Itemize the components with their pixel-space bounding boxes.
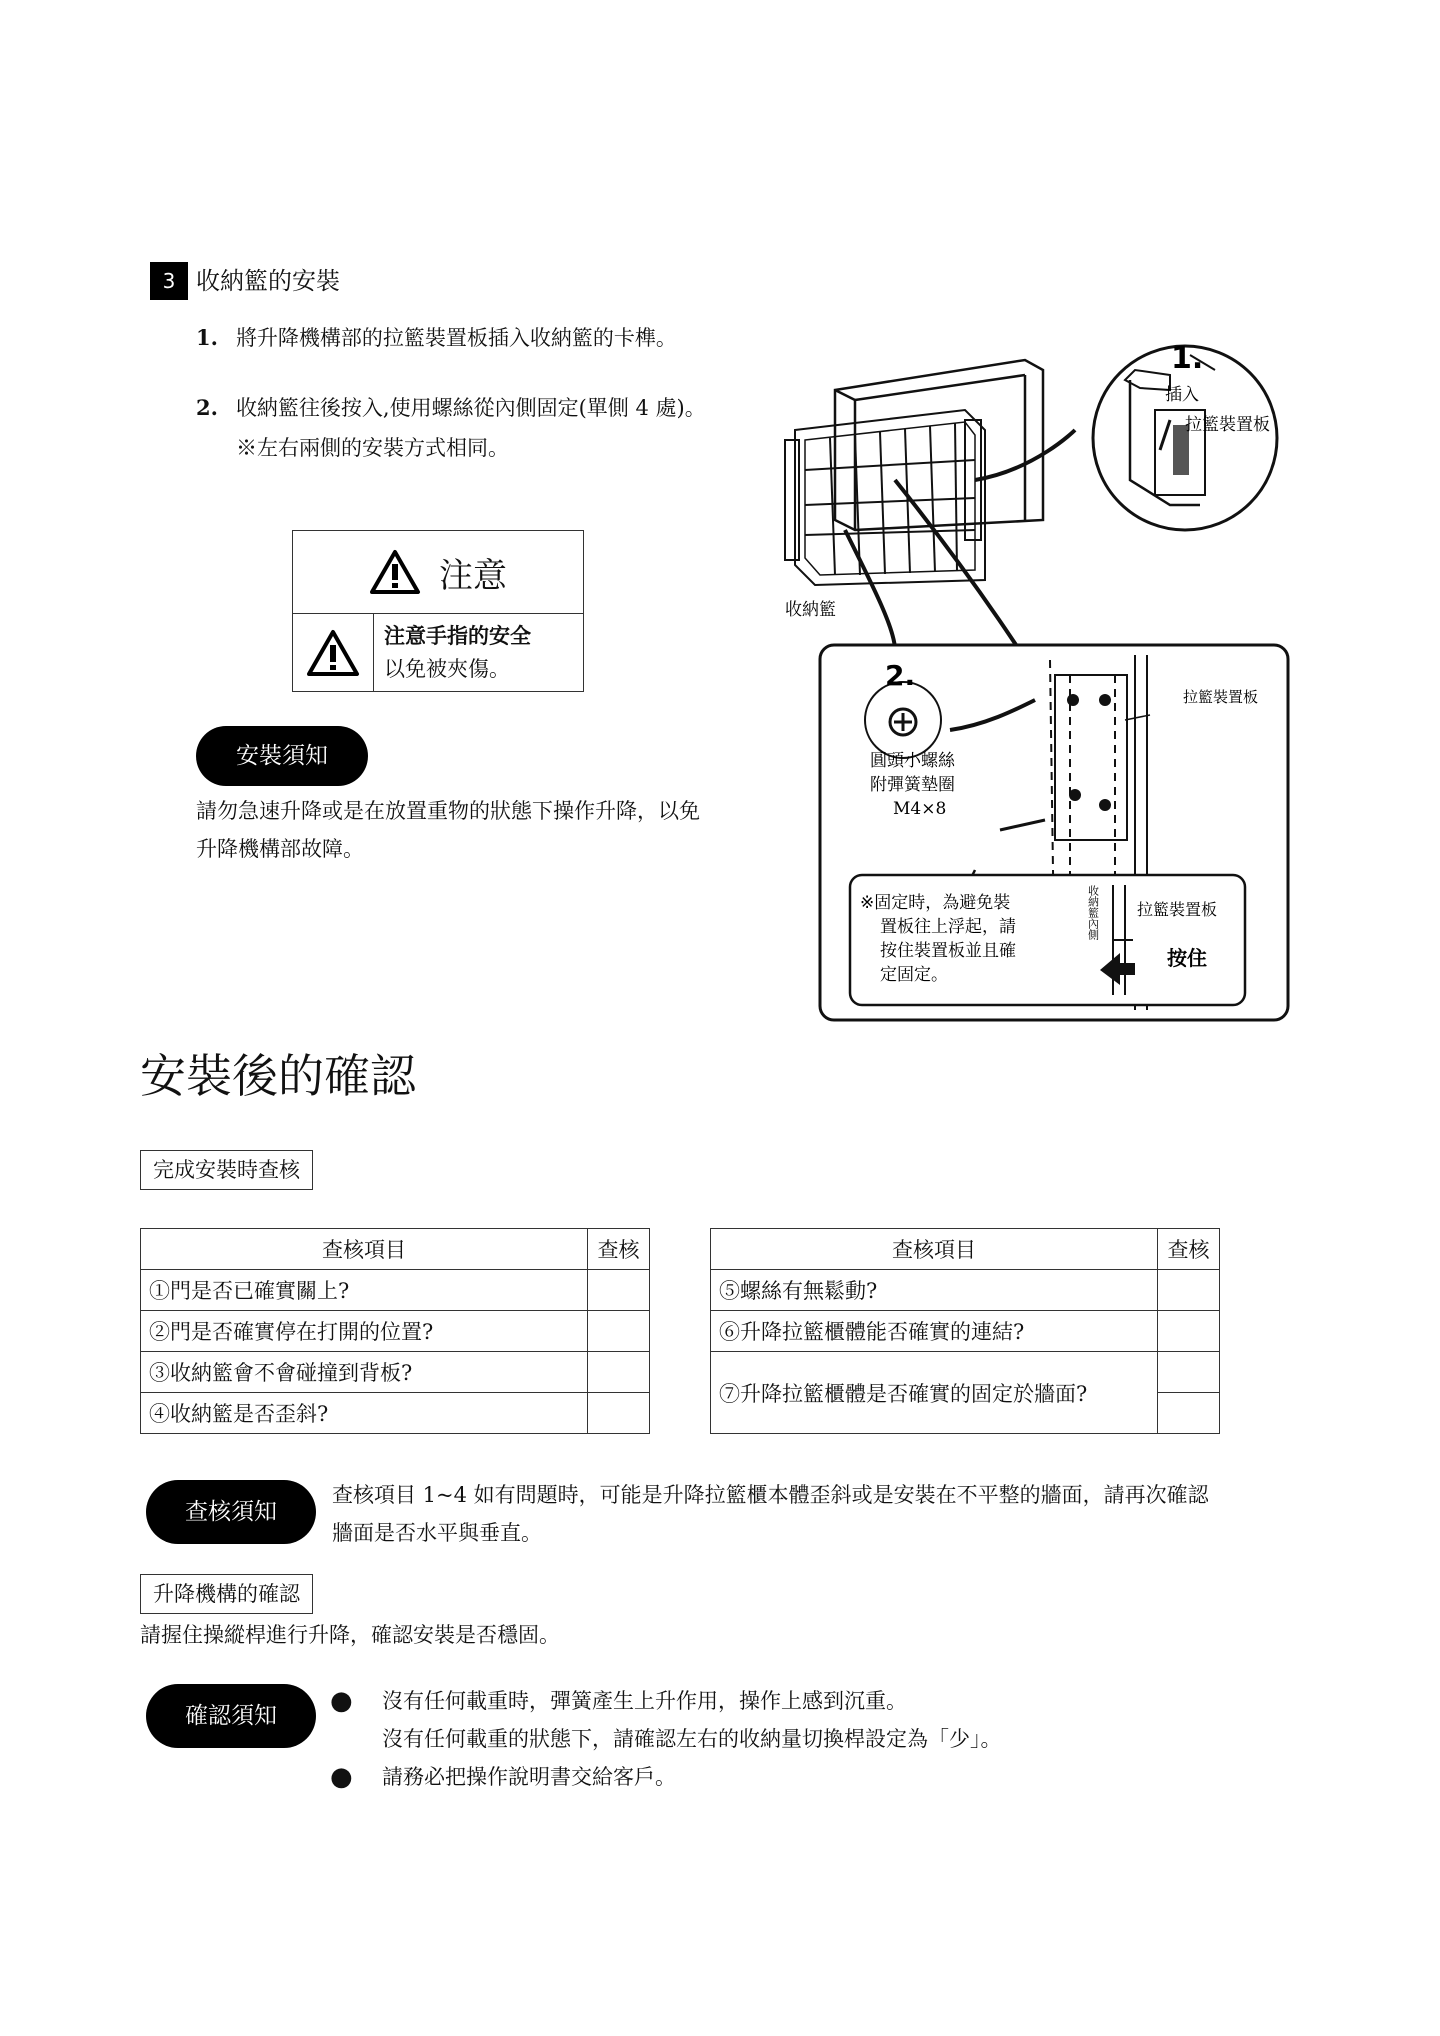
check-item-4: ④收納籃是否歪斜? [141, 1393, 588, 1434]
fig-screw-line-2: 附彈簧墊圈 [870, 775, 955, 795]
install-notice-text-1: 請勿急速升降或是在放置重物的狀態下操作升降，以免 [196, 799, 700, 823]
table-row [141, 1352, 650, 1393]
check-notice-badge: 查核須知 [146, 1480, 316, 1544]
fig-screw-line-3: M4×8 [893, 799, 947, 819]
check-item-7: ⑦升降拉籃櫃體是否確實的固定於牆面? [711, 1352, 1158, 1434]
fig-press-label: 按住 [1167, 946, 1207, 970]
step-2-text: 收納籃往後按入,使用螺絲從內側固定(單側 4 處)。 [235, 396, 706, 420]
table-header-item: 查核項目 [141, 1229, 588, 1270]
check-cell[interactable] [1158, 1311, 1220, 1352]
warning-icon [306, 629, 360, 677]
install-notice-badge: 安裝須知 [196, 726, 368, 786]
lift-check-text: 請握住操縱桿進行升降，確認安裝是否穩固。 [140, 1623, 560, 1647]
caution-title: 注意 [439, 555, 507, 596]
fig-note-line-2: 置板往上浮起，請 [880, 917, 1016, 937]
check-cell[interactable] [1158, 1393, 1220, 1434]
bullet-dot: ● [330, 1686, 353, 1716]
step-1-number: 1. [196, 325, 218, 350]
cabinet-drawing [835, 360, 1043, 530]
check-cell[interactable] [1158, 1270, 1220, 1311]
confirm-bullet-1-line-1: 沒有任何載重時，彈簧產生上升作用，操作上感到沉重。 [382, 1689, 907, 1713]
caution-header [293, 531, 583, 614]
check-item-1: ①門是否已確實關上? [141, 1270, 588, 1311]
installation-diagram [775, 330, 1295, 1030]
confirm-bullet-2: 請務必把操作說明書交給客戶。 [382, 1765, 676, 1789]
table-header-check: 查核 [1158, 1229, 1220, 1270]
complete-check-label: 完成安裝時查核 [140, 1150, 313, 1190]
table-row [711, 1311, 1220, 1352]
fig-plate-label-2: 拉籃裝置板 [1183, 688, 1259, 706]
table-row [711, 1352, 1220, 1393]
fig-inner-side-label: 收納籃內側 [1086, 885, 1100, 940]
check-cell[interactable] [1158, 1352, 1220, 1393]
check-item-6: ⑥升降拉籃櫃體能否確實的連結? [711, 1311, 1158, 1352]
table-row [141, 1270, 650, 1311]
table-row [141, 1393, 650, 1434]
lift-check-label: 升降機構的確認 [140, 1574, 313, 1614]
caution-box [292, 530, 584, 692]
warning-icon [369, 549, 421, 595]
confirm-bullet-1-line-2: 沒有任何載重的狀態下，請確認左右的收納量切換桿設定為「少」。 [382, 1727, 1002, 1751]
fig-note-line-4: 定固定。 [880, 965, 948, 985]
step-2-number: 2. [196, 395, 218, 420]
checklist-table-left [140, 1228, 650, 1434]
step-1 [196, 318, 677, 358]
fig-step2-num: 2. [885, 659, 916, 692]
check-item-2: ②門是否確實停在打開的位置? [141, 1311, 588, 1352]
caution-line-2: 以免被夾傷。 [384, 657, 510, 681]
bullet-dot: ● [330, 1762, 353, 1792]
fig-insert-label: 插入 [1165, 385, 1199, 405]
fig-step1-num: 1. [1171, 341, 1204, 376]
check-cell[interactable] [588, 1352, 650, 1393]
fig-note-line-1: ※固定時，為避免裝 [860, 893, 1011, 913]
check-notice-text-2: 牆面是否水平與垂直。 [332, 1521, 542, 1545]
table-row [711, 1270, 1220, 1311]
fig-basket-label: 收納籃 [785, 600, 836, 620]
table-header-item: 查核項目 [711, 1229, 1158, 1270]
table-row [141, 1311, 650, 1352]
section-number: 3 [150, 262, 188, 300]
step-2-sub: ※左右兩側的安裝方式相同。 [236, 436, 509, 460]
check-item-3: ③收納籃會不會碰撞到背板? [141, 1352, 588, 1393]
page-heading: 安裝後的確認 [140, 1049, 416, 1103]
confirm-notice-badge: 確認須知 [146, 1684, 316, 1748]
checklist-table-right [710, 1228, 1220, 1434]
leader-line [845, 530, 895, 650]
section-title: 收納籃的安裝 [196, 267, 340, 295]
fig-note-line-3: 按住裝置板並且確 [880, 941, 1016, 961]
table-header-check: 查核 [588, 1229, 650, 1270]
check-item-5: ⑤螺絲有無鬆動? [711, 1270, 1158, 1311]
caution-line-1: 注意手指的安全 [384, 624, 531, 648]
fig-screw-line-1: 圓頭小螺絲 [870, 751, 955, 771]
check-cell[interactable] [588, 1270, 650, 1311]
step-2 [196, 388, 706, 428]
install-notice-text-2: 升降機構部故障。 [196, 837, 364, 861]
check-cell[interactable] [588, 1393, 650, 1434]
check-cell[interactable] [588, 1311, 650, 1352]
check-notice-text-1: 查核項目 1~4 如有問題時，可能是升降拉籃櫃本體歪斜或是安裝在不平整的牆面，請再次確認 [332, 1483, 1209, 1507]
fig-plate-label-3: 拉籃裝置板 [1137, 900, 1218, 919]
step-1-text: 將升降機構部的拉籃裝置板插入收納籃的卡榫。 [235, 326, 677, 350]
fig-plate-label-1: 拉籃裝置板 [1185, 415, 1270, 435]
